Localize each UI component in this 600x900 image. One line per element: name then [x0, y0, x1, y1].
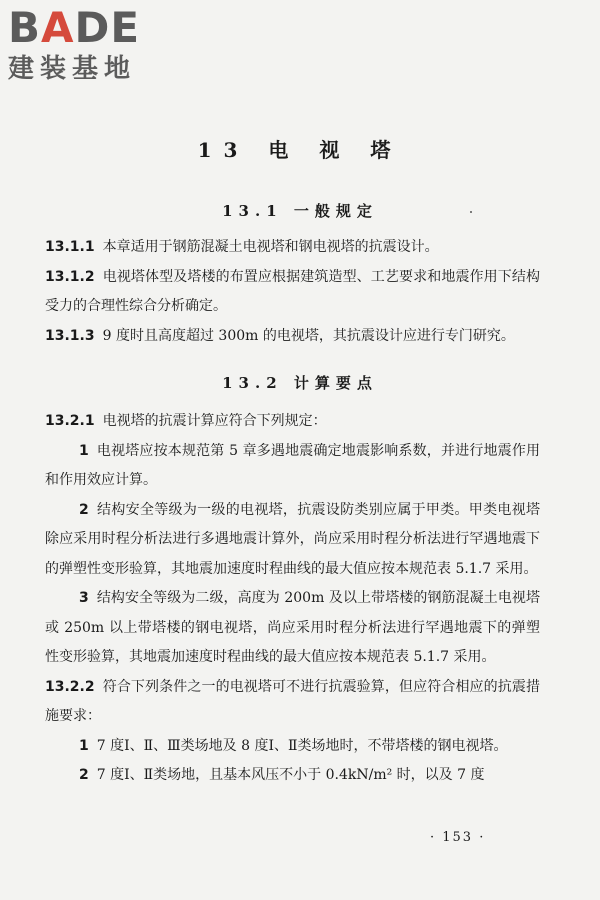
clause-13-2-1-item-1: 1 电视塔应按本规范第 5 章多遇地震确定地震影响系数，并进行地震作用和作用效应计算。: [45, 442, 540, 488]
logo-subtitle: 建装基地: [8, 54, 137, 84]
clause-13-1-2: 13.1.2 电视塔体型及塔楼的布置应根据建筑造型、工艺要求和地震作用下结构受力的合理性综合分析确定。: [45, 268, 540, 314]
clause-13-2-2-item-1: 1 7 度Ⅰ、Ⅱ、Ⅲ类场地及 8 度Ⅰ、Ⅱ类场地时，不带塔楼的钢电视塔。: [79, 737, 508, 754]
clause-13-2-1: 13.2.1 电视塔的抗震计算应符合下列规定：: [45, 413, 327, 429]
clause-13-1-1: 13.1.1 本章适用于钢筋混凝土电视塔和钢电视塔的抗震设计。: [45, 239, 439, 255]
clause-13-2-1-item-3: 3 结构安全等级为二级，高度为 200m 及以上带塔楼的钢筋混凝土电视塔或 250m 以上带塔楼的钢电视塔，尚应采用时程分析法进行罕遇地震下的弹塑性变形验算，其地震加速度时程曲线的最大值应按本规范表 5.1.7 采用。: [45, 590, 540, 665]
clause-13-2-2: 13.2.2 符合下列条件之一的电视塔可不进行抗震验算，但应符合相应的抗震措施要求：: [45, 678, 540, 724]
bade-logo: [8, 3, 178, 96]
logo-wordmark: BADE: [8, 3, 141, 52]
section-13-1-body: [45, 233, 540, 351]
section-title-13-1: 13.1 一般规定: [222, 202, 378, 220]
page-number: · 153 ·: [430, 830, 486, 845]
stray-dot: [470, 211, 472, 213]
chapter-title: 13 电 视 塔: [197, 138, 403, 162]
section-title-13-2: 13.2 计算要点: [222, 374, 378, 392]
clause-13-1-3: 13.1.3 9 度时且高度超过 300m 的电视塔，其抗震设计应进行专门研究。: [45, 327, 515, 344]
clause-13-2-1-item-2: 2 结构安全等级为一级的电视塔，抗震设防类别应属于甲类。甲类电视塔除应采用时程分析法进行多遇地震计算外，尚应采用时程分析法进行罕遇地震下的弹塑性变形验算，其地震加速度时程曲线的最大值应按本规范表 5.1.7 采用。: [45, 501, 540, 577]
section-13-2-body: [45, 407, 540, 791]
clause-13-2-2-item-2: 2 7 度Ⅰ、Ⅱ类场地，且基本风压不小于 0.4kN/m² 时，以及 7 度: [79, 767, 485, 783]
